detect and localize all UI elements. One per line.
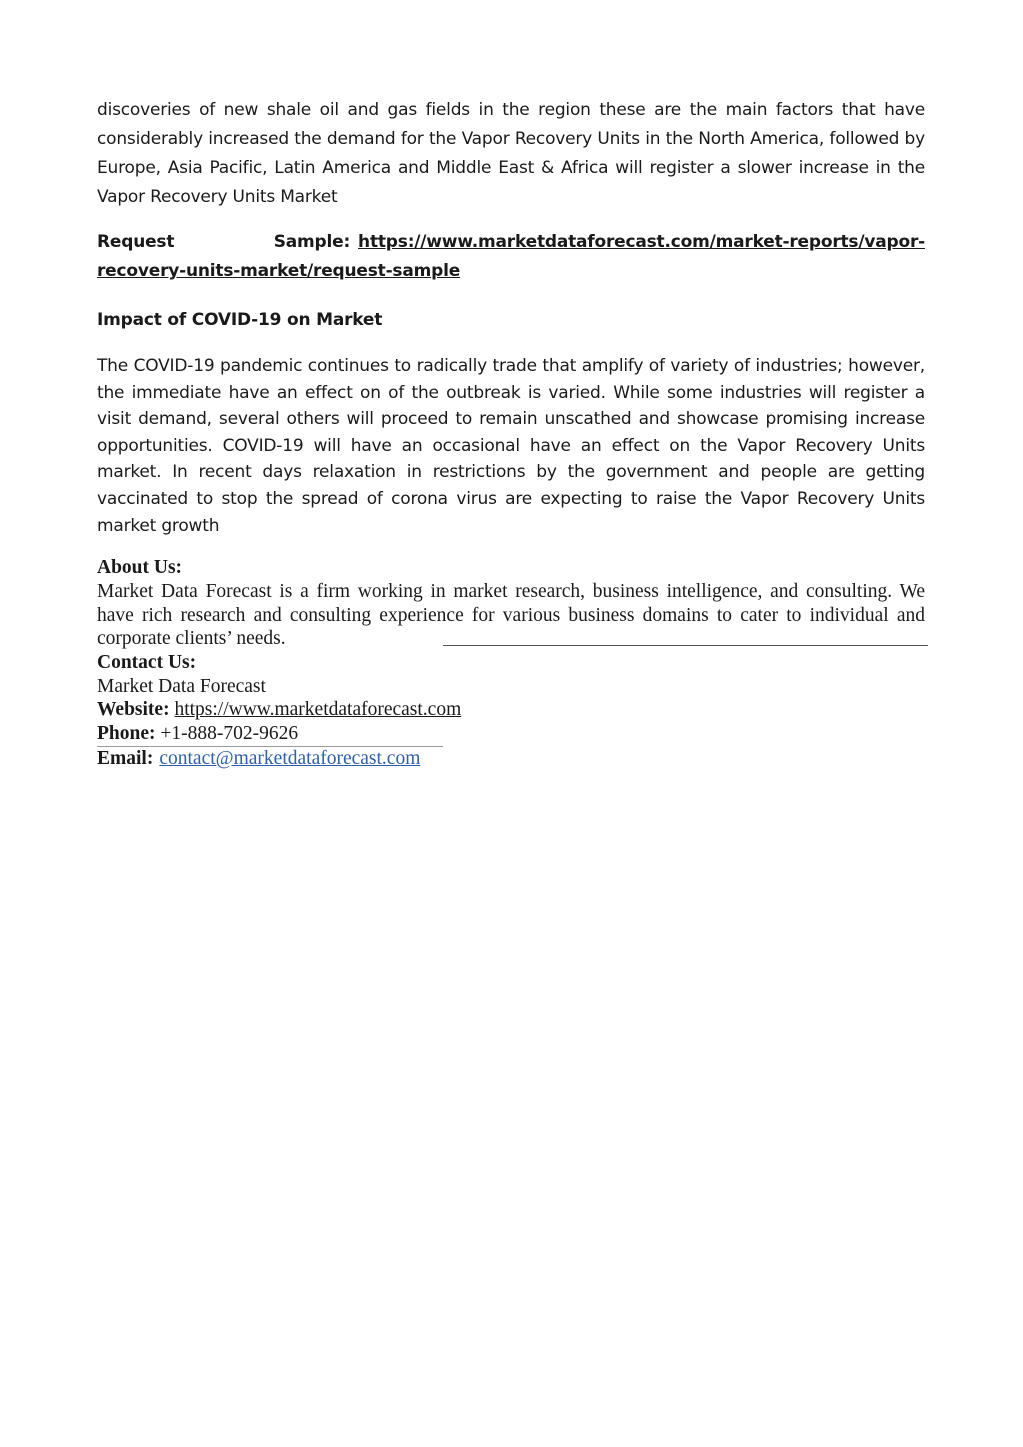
contact-company: Market Data Forecast: [97, 675, 266, 697]
phone-number: +1-888-702-9626: [160, 723, 299, 745]
request-sample-label: Request Sample:: [97, 232, 351, 252]
phone-line: [97, 722, 443, 747]
request-sample-line: [97, 228, 925, 286]
website-label: Website:: [97, 699, 170, 721]
horizontal-rule: [443, 645, 928, 646]
about-section: [97, 556, 925, 770]
covid-paragraph: The COVID-19 pandemic continues to radically trade that amplify of variety of industries; however, the immediate have an effect on of the outbreak is varied. While some industries will register a visit demand, several others will proceed to remain unscathed and showcase promising increase opportunities. COVID-19 will have an occasional have an effect on the Vapor Recovery Units market. In recent days relaxation in restrictions by the government and people are getting vaccinated to stop the spread of corona virus are expecting to raise the Vapor Recovery Units market growth: [97, 356, 925, 536]
email-link[interactable]: contact@marketdataforecast.com: [159, 747, 421, 769]
email-label: Email:: [97, 747, 154, 769]
website-line: [97, 698, 925, 722]
about-text: Market Data Forecast is a firm working in market research, business intelligence, and consulting. We have rich research and consulting experience for various business domains to cater to individual and corporate clients’ needs.: [97, 580, 925, 650]
email-line: [97, 747, 925, 771]
phone-label: Phone:: [97, 723, 156, 745]
intro-paragraph: discoveries of new shale oil and gas fields in the region these are the main factors that have considerably increased the demand for the Vapor Recovery Units in the North America, followed by Europe, Asia Pacific, Latin America and Middle East & Africa will register a slower increase in the Vapor Recovery Units Market: [97, 100, 925, 207]
contact-heading: Contact Us:: [97, 651, 197, 673]
about-heading: About Us:: [97, 557, 183, 579]
document-page: [97, 96, 925, 770]
covid-heading: Impact of COVID-19 on Market: [97, 310, 383, 330]
request-sample-link[interactable]: https://www.marketdataforecast.com/market-reports/vapor-recovery-units-market/request-sample: [97, 232, 925, 281]
website-link[interactable]: https://www.marketdataforecast.com: [174, 699, 462, 721]
